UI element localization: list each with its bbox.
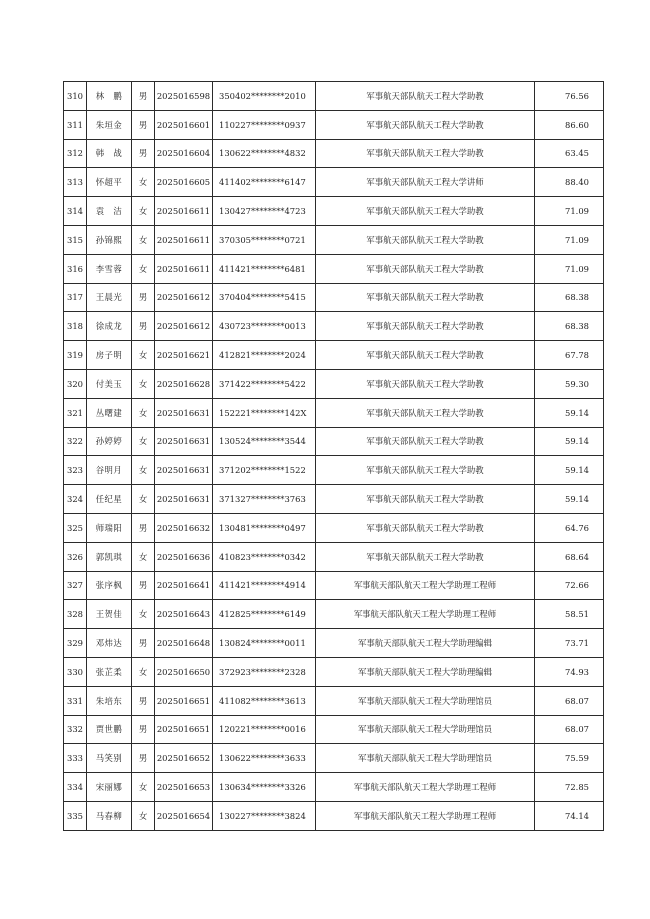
candidate-name-cell: 李雪蓉 [87, 254, 132, 283]
position-cell: 军事航天部队航天工程大学助理工程师 [316, 801, 535, 830]
candidate-name-cell: 徐成龙 [87, 312, 132, 341]
exam-number-cell: 2025016654 [155, 801, 213, 830]
position-cell: 军事航天部队航天工程大学助理工程师 [316, 571, 535, 600]
candidate-name-cell: 林 鹏 [87, 82, 132, 111]
score-cell: 71.09 [535, 225, 604, 254]
row-number-cell: 330 [64, 657, 87, 686]
exam-number-cell: 2025016651 [155, 686, 213, 715]
row-number-cell: 326 [64, 542, 87, 571]
id-number-cell: 371327********3763 [213, 485, 316, 514]
table-row [64, 485, 604, 514]
position-cell: 军事航天部队航天工程大学助教 [316, 427, 535, 456]
id-number-cell: 372923********2328 [213, 657, 316, 686]
exam-number-cell: 2025016650 [155, 657, 213, 686]
score-cell: 64.76 [535, 513, 604, 542]
row-number-cell: 332 [64, 715, 87, 744]
id-number-cell: 412825********6149 [213, 600, 316, 629]
gender-cell: 女 [132, 801, 155, 830]
position-cell: 军事航天部队航天工程大学助理工程师 [316, 773, 535, 802]
table-row [64, 513, 604, 542]
candidate-name-cell: 贾世鹏 [87, 715, 132, 744]
table-row [64, 456, 604, 485]
candidate-name-cell: 怀超平 [87, 168, 132, 197]
score-cell: 86.60 [535, 110, 604, 139]
row-number-cell: 321 [64, 398, 87, 427]
score-cell: 58.51 [535, 600, 604, 629]
position-cell: 军事航天部队航天工程大学助教 [316, 110, 535, 139]
id-number-cell: 130824********0011 [213, 629, 316, 658]
table-row [64, 773, 604, 802]
table-row [64, 427, 604, 456]
candidate-name-cell: 袁 洁 [87, 197, 132, 226]
id-number-cell: 120221********0016 [213, 715, 316, 744]
id-number-cell: 130634********3326 [213, 773, 316, 802]
exam-number-cell: 2025016631 [155, 485, 213, 514]
gender-cell: 男 [132, 571, 155, 600]
exam-number-cell: 2025016604 [155, 139, 213, 168]
id-number-cell: 412821********2024 [213, 341, 316, 370]
position-cell: 军事航天部队航天工程大学助理馆员 [316, 744, 535, 773]
candidate-name-cell: 师瑞阳 [87, 513, 132, 542]
row-number-cell: 333 [64, 744, 87, 773]
id-number-cell: 130622********3633 [213, 744, 316, 773]
exam-number-cell: 2025016653 [155, 773, 213, 802]
table-row [64, 283, 604, 312]
gender-cell: 男 [132, 629, 155, 658]
table-row [64, 398, 604, 427]
score-cell: 68.64 [535, 542, 604, 571]
gender-cell: 女 [132, 456, 155, 485]
exam-number-cell: 2025016612 [155, 283, 213, 312]
id-number-cell: 130427********4723 [213, 197, 316, 226]
score-cell: 68.07 [535, 715, 604, 744]
candidate-table [63, 81, 604, 831]
table-row [64, 168, 604, 197]
gender-cell: 女 [132, 197, 155, 226]
row-number-cell: 314 [64, 197, 87, 226]
score-cell: 74.93 [535, 657, 604, 686]
gender-cell: 女 [132, 168, 155, 197]
id-number-cell: 371422********5422 [213, 369, 316, 398]
position-cell: 军事航天部队航天工程大学助教 [316, 542, 535, 571]
candidate-name-cell: 邓炜达 [87, 629, 132, 658]
score-cell: 68.38 [535, 283, 604, 312]
position-cell: 军事航天部队航天工程大学助教 [316, 225, 535, 254]
table-row [64, 801, 604, 830]
row-number-cell: 320 [64, 369, 87, 398]
table-row [64, 657, 604, 686]
table-row [64, 197, 604, 226]
gender-cell: 女 [132, 657, 155, 686]
gender-cell: 女 [132, 542, 155, 571]
candidate-name-cell: 谷明月 [87, 456, 132, 485]
score-cell: 73.71 [535, 629, 604, 658]
exam-number-cell: 2025016611 [155, 225, 213, 254]
position-cell: 军事航天部队航天工程大学助教 [316, 312, 535, 341]
candidate-name-cell: 宋丽娜 [87, 773, 132, 802]
score-cell: 76.56 [535, 82, 604, 111]
position-cell: 军事航天部队航天工程大学助教 [316, 456, 535, 485]
id-number-cell: 130524********3544 [213, 427, 316, 456]
candidate-name-cell: 郭凯琪 [87, 542, 132, 571]
table-row [64, 744, 604, 773]
table-row [64, 341, 604, 370]
candidate-name-cell: 任纪星 [87, 485, 132, 514]
position-cell: 军事航天部队航天工程大学助教 [316, 398, 535, 427]
id-number-cell: 370305********0721 [213, 225, 316, 254]
gender-cell: 男 [132, 110, 155, 139]
gender-cell: 女 [132, 398, 155, 427]
score-cell: 75.59 [535, 744, 604, 773]
gender-cell: 男 [132, 82, 155, 111]
table-row [64, 110, 604, 139]
position-cell: 军事航天部队航天工程大学助教 [316, 369, 535, 398]
row-number-cell: 311 [64, 110, 87, 139]
gender-cell: 男 [132, 283, 155, 312]
row-number-cell: 325 [64, 513, 87, 542]
score-cell: 88.40 [535, 168, 604, 197]
row-number-cell: 312 [64, 139, 87, 168]
score-cell: 72.85 [535, 773, 604, 802]
score-cell: 74.14 [535, 801, 604, 830]
row-number-cell: 327 [64, 571, 87, 600]
position-cell: 军事航天部队航天工程大学助教 [316, 283, 535, 312]
position-cell: 军事航天部队航天工程大学助教 [316, 513, 535, 542]
position-cell: 军事航天部队航天工程大学助理工程师 [316, 600, 535, 629]
candidate-name-cell: 朱培东 [87, 686, 132, 715]
table-row [64, 369, 604, 398]
row-number-cell: 334 [64, 773, 87, 802]
candidate-name-cell: 朱垣金 [87, 110, 132, 139]
table-row [64, 686, 604, 715]
gender-cell: 女 [132, 773, 155, 802]
candidate-name-cell: 王贺佳 [87, 600, 132, 629]
position-cell: 军事航天部队航天工程大学助理馆员 [316, 686, 535, 715]
row-number-cell: 318 [64, 312, 87, 341]
gender-cell: 女 [132, 427, 155, 456]
row-number-cell: 324 [64, 485, 87, 514]
row-number-cell: 331 [64, 686, 87, 715]
position-cell: 军事航天部队航天工程大学助理编辑 [316, 657, 535, 686]
exam-number-cell: 2025016643 [155, 600, 213, 629]
table-row [64, 542, 604, 571]
table-row [64, 600, 604, 629]
candidate-name-cell: 马笑别 [87, 744, 132, 773]
gender-cell: 女 [132, 369, 155, 398]
exam-number-cell: 2025016652 [155, 744, 213, 773]
score-cell: 68.38 [535, 312, 604, 341]
candidate-table-body [64, 82, 604, 831]
score-cell: 68.07 [535, 686, 604, 715]
score-cell: 59.14 [535, 398, 604, 427]
candidate-name-cell: 马春柳 [87, 801, 132, 830]
exam-number-cell: 2025016641 [155, 571, 213, 600]
gender-cell: 女 [132, 225, 155, 254]
position-cell: 军事航天部队航天工程大学助教 [316, 254, 535, 283]
score-cell: 63.45 [535, 139, 604, 168]
exam-number-cell: 2025016631 [155, 456, 213, 485]
id-number-cell: 430723********0013 [213, 312, 316, 341]
position-cell: 军事航天部队航天工程大学助教 [316, 485, 535, 514]
row-number-cell: 322 [64, 427, 87, 456]
position-cell: 军事航天部队航天工程大学助教 [316, 82, 535, 111]
id-number-cell: 411402********6147 [213, 168, 316, 197]
id-number-cell: 410823********0342 [213, 542, 316, 571]
id-number-cell: 130622********4832 [213, 139, 316, 168]
table-row [64, 225, 604, 254]
row-number-cell: 329 [64, 629, 87, 658]
gender-cell: 男 [132, 139, 155, 168]
gender-cell: 女 [132, 485, 155, 514]
candidate-name-cell: 张芷柔 [87, 657, 132, 686]
id-number-cell: 152221********142X [213, 398, 316, 427]
id-number-cell: 350402********2010 [213, 82, 316, 111]
exam-number-cell: 2025016631 [155, 398, 213, 427]
position-cell: 军事航天部队航天工程大学助教 [316, 139, 535, 168]
gender-cell: 男 [132, 744, 155, 773]
row-number-cell: 335 [64, 801, 87, 830]
id-number-cell: 130227********3824 [213, 801, 316, 830]
row-number-cell: 315 [64, 225, 87, 254]
score-cell: 59.30 [535, 369, 604, 398]
position-cell: 军事航天部队航天工程大学助理编辑 [316, 629, 535, 658]
id-number-cell: 370404********5415 [213, 283, 316, 312]
id-number-cell: 371202********1522 [213, 456, 316, 485]
score-cell: 67.78 [535, 341, 604, 370]
candidate-name-cell: 张序枫 [87, 571, 132, 600]
candidate-name-cell: 孙锦熙 [87, 225, 132, 254]
exam-number-cell: 2025016632 [155, 513, 213, 542]
score-cell: 72.66 [535, 571, 604, 600]
exam-number-cell: 2025016651 [155, 715, 213, 744]
position-cell: 军事航天部队航天工程大学助教 [316, 341, 535, 370]
gender-cell: 男 [132, 312, 155, 341]
score-cell: 59.14 [535, 456, 604, 485]
exam-number-cell: 2025016648 [155, 629, 213, 658]
candidate-name-cell: 付美玉 [87, 369, 132, 398]
candidate-name-cell: 韩 战 [87, 139, 132, 168]
id-number-cell: 130481********0497 [213, 513, 316, 542]
candidate-name-cell: 房子明 [87, 341, 132, 370]
candidate-name-cell: 丛曙建 [87, 398, 132, 427]
exam-number-cell: 2025016636 [155, 542, 213, 571]
row-number-cell: 316 [64, 254, 87, 283]
candidate-name-cell: 孙婷婷 [87, 427, 132, 456]
exam-number-cell: 2025016612 [155, 312, 213, 341]
candidate-name-cell: 王晨光 [87, 283, 132, 312]
table-row [64, 254, 604, 283]
id-number-cell: 411082********3613 [213, 686, 316, 715]
gender-cell: 女 [132, 254, 155, 283]
row-number-cell: 313 [64, 168, 87, 197]
score-cell: 71.09 [535, 197, 604, 226]
score-cell: 71.09 [535, 254, 604, 283]
table-row [64, 715, 604, 744]
exam-number-cell: 2025016605 [155, 168, 213, 197]
position-cell: 军事航天部队航天工程大学助理馆员 [316, 715, 535, 744]
exam-number-cell: 2025016601 [155, 110, 213, 139]
row-number-cell: 323 [64, 456, 87, 485]
table-row [64, 139, 604, 168]
exam-number-cell: 2025016628 [155, 369, 213, 398]
exam-number-cell: 2025016631 [155, 427, 213, 456]
score-cell: 59.14 [535, 427, 604, 456]
row-number-cell: 319 [64, 341, 87, 370]
gender-cell: 男 [132, 715, 155, 744]
position-cell: 军事航天部队航天工程大学讲师 [316, 168, 535, 197]
exam-number-cell: 2025016621 [155, 341, 213, 370]
gender-cell: 男 [132, 513, 155, 542]
position-cell: 军事航天部队航天工程大学助教 [316, 197, 535, 226]
exam-number-cell: 2025016611 [155, 254, 213, 283]
score-cell: 59.14 [535, 485, 604, 514]
row-number-cell: 310 [64, 82, 87, 111]
id-number-cell: 411421********4914 [213, 571, 316, 600]
table-row [64, 571, 604, 600]
gender-cell: 男 [132, 686, 155, 715]
id-number-cell: 411421********6481 [213, 254, 316, 283]
exam-number-cell: 2025016598 [155, 82, 213, 111]
gender-cell: 女 [132, 341, 155, 370]
table-row [64, 312, 604, 341]
id-number-cell: 110227********0937 [213, 110, 316, 139]
row-number-cell: 317 [64, 283, 87, 312]
table-row [64, 82, 604, 111]
row-number-cell: 328 [64, 600, 87, 629]
exam-number-cell: 2025016611 [155, 197, 213, 226]
gender-cell: 女 [132, 600, 155, 629]
table-row [64, 629, 604, 658]
